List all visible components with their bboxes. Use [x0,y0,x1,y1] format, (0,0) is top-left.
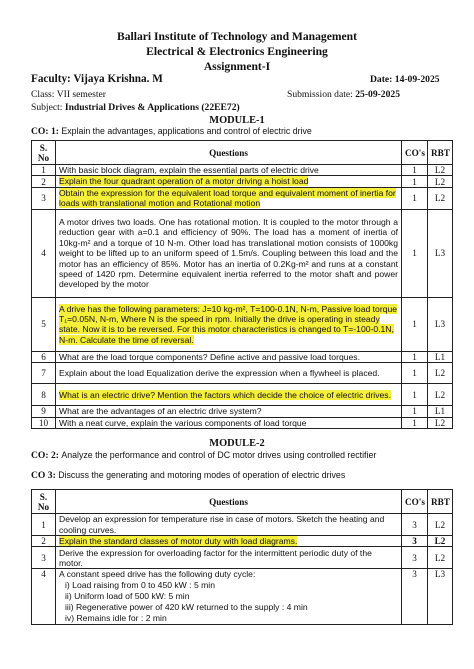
table-row [32,547,453,569]
table-row [32,187,453,209]
table-row [32,209,453,297]
class-line [31,89,106,100]
table-row [32,297,453,351]
co2-text: Analyze the performance and control of DC motor drives using controlled rectifier [61,450,377,460]
row-number: 1 [32,165,56,176]
question-text: What are the load torque components? Define active and passive load torques. [56,351,402,362]
subject-label: Subject: [31,102,63,113]
question-text: Develop an expression for temperature rise in case of motors. Sketch the heating and cooling curves. [56,514,402,536]
co-value: 1 [402,417,428,428]
rbt-header: RBT [428,141,453,165]
submission-value: 25-09-2025 [355,89,400,100]
row-number: 8 [32,384,56,406]
co-value: 1 [402,176,428,187]
co-value: 1 [402,406,428,417]
duty-item: iv) Remains idle for : 2 min [65,613,167,624]
rbt-value: L2 [428,514,453,536]
rbt-value: L2 [428,384,453,406]
faculty: Faculty: Vijaya Krishna. M [31,73,163,85]
co3-label: CO 3: [31,470,56,481]
question-text [56,569,402,625]
question-text: Explain the four quadrant operation of a motor driving a hoist load [59,176,309,187]
row-number: 1 [32,514,56,536]
subject-line [31,102,240,113]
table-row [32,384,453,406]
row-number: 6 [32,351,56,362]
row-number: 4 [32,569,56,625]
subject-value: Industrial Drives & Applications (22EE72) [64,102,240,113]
duty-item: iii) Regenerative power of 420 kW returned to the supply : 4 min [65,602,308,613]
row-number: 2 [32,176,56,187]
question-text: A motor drives two loads. One has rotational motion. It is coupled to the motor through a reduction gear with a=0.1 and efficiency of 90%. The load has a moment of inertia of 10kg-m² and a torque of 10 N-m. Other load has translational motion consists of 1000kg weight to be lifted up to an uniform speed of 1.5m/s. Coupling between this load and the motor has an efficiency of 85%. Motor has an inertia of 0.2Kg-m² and runs at a constant speed of 1420 rpm. Determine equivalent inertia referred to the motor shaft and power developed by the motor [56,209,402,297]
co-value: 1 [402,165,428,176]
question-text: What is an electric drive? Mention the factors which decide the choice of electric drives. [59,389,391,400]
table-row [32,165,453,176]
cos-header: CO's [402,490,428,514]
question-text: Explain the standard classes of motor duty with load diagrams. [59,536,298,546]
sno-header: S. No [32,141,56,165]
class-label: Class: [31,89,55,100]
co3-line [31,470,345,481]
row-number: 5 [32,297,56,351]
submission-label: Submission date: [287,89,353,100]
module2-header-row [32,490,453,514]
module1-header-row [32,141,453,165]
co-value: 1 [402,209,428,297]
co3-text: Discuss the generating and motoring modes of operation of electric drives [58,470,346,480]
co-value: 1 [402,187,428,209]
assignment-title: Assignment-I [203,60,271,73]
questions-header: Questions [56,490,402,514]
rbt-header: RBT [428,490,453,514]
date: Date: 14-09-2025 [370,74,440,85]
row-number: 3 [32,187,56,209]
co-value: 1 [402,363,428,384]
rbt-value: L2 [428,547,453,569]
submission-line [287,89,400,100]
rbt-value: L2 [428,417,453,428]
module2-title: MODULE-2 [209,438,265,449]
co-value: 3 [402,514,428,536]
cos-header: CO's [402,141,428,165]
row-number: 10 [32,417,56,428]
co-value: 1 [402,297,428,351]
rbt-value: L2 [428,165,453,176]
rbt-value: L2 [428,187,453,209]
co-value: 3 [402,547,428,569]
department-name: Electrical & Electronics Engineering [146,45,328,58]
institute-name: Ballari Institute of Technology and Management [117,30,357,43]
table-row [32,417,453,428]
questions-header: Questions [56,141,402,165]
row-number: 4 [32,209,56,297]
duty-item: ii) Uniform load of 500 kW: 5 min [65,591,190,602]
question-text: With basic block diagram, explain the essential parts of electric drive [56,165,402,176]
co1-text: Explain the advantages, applications and control of electric drive [61,126,312,136]
co1-label: CO: 1: [31,126,59,137]
question-intro: A constant speed drive has the following duty cycle: [59,569,256,580]
rbt-value: L3 [428,569,453,625]
question-text: Obtain the expression for the equivalent load torque and equivalent moment of inertia for loads with translational motion and Rotational motion [59,187,396,209]
co-value: 1 [402,351,428,362]
co1-line [31,126,312,137]
question-text: Explain about the load Equalization derive the expression when a flywheel is placed. [56,363,402,384]
row-number: 2 [32,536,56,547]
table-row [32,363,453,384]
question-text: With a neat curve, explain the various components of load torque [56,417,402,428]
question-text: What are the advantages of an electric drive system? [56,406,402,417]
row-number: 9 [32,406,56,417]
row-number: 7 [32,363,56,384]
rbt-value: L3 [428,297,453,351]
row-number: 3 [32,547,56,569]
module1-table [31,140,453,429]
table-row [32,176,453,187]
class-value: VII semester [56,89,106,100]
module2-table [31,489,453,625]
table-row [32,514,453,536]
co2-label: CO: 2: [31,450,59,461]
rbt-value: L2 [428,363,453,384]
rbt-value: L2 [428,176,453,187]
rbt-value: L1 [428,406,453,417]
co-value: 1 [402,384,428,406]
rbt-value: L3 [428,209,453,297]
table-row [32,536,453,547]
co-value: 3 [402,569,428,625]
co2-line [31,450,376,461]
rbt-value: L2 [428,536,453,547]
module1-title: MODULE-1 [209,115,265,126]
co-value: 3 [402,536,428,547]
question-text: A drive has the following parameters: J=10 kg-m², T=100-0.1N, N-m, Passive load torque T₁=0.05N, N-m, Where N is the speed in rpm. Initially the drive is operating in steady state. Now it is to be reversed. For this motor characteristics is changed to T=-100-0.1N, N-m. Calculate the time of reversal. [59,303,398,345]
rbt-value: L1 [428,351,453,362]
duty-item: i) Load raising from 0 to 450 kW : 5 min [65,580,215,591]
sno-header: S. No [32,490,56,514]
question-text: Derive the expression for overloading factor for the intermittent periodic duty of the motor. [56,547,402,569]
table-row [32,406,453,417]
table-row [32,569,453,625]
table-row [32,351,453,362]
